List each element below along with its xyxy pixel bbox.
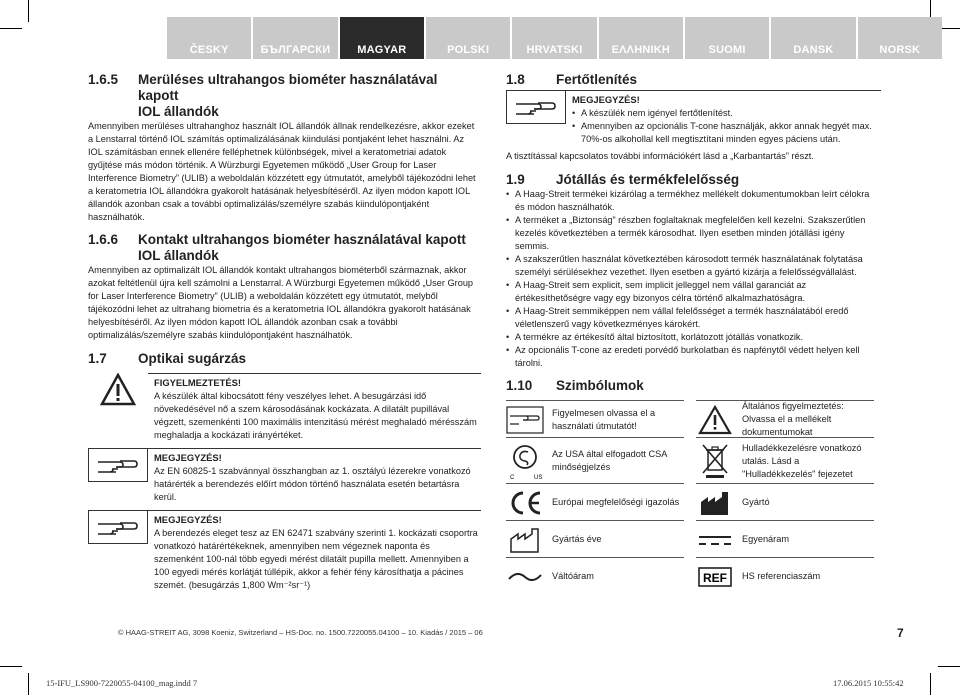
warning-text: A készülék által kibocsátott fény veszélyes lehet. A besugárzási idő növekedésével nő a szem károsodásának kockázata. A dilatált pupillával végzett, szemenkénti 100 maximális intenzitású mérést meghaladó mérésszám meghaladja a kockázati irányértéket. [154, 391, 477, 440]
section-title: IOL állandók [138, 248, 219, 263]
section-title: IOL állandók [138, 104, 219, 119]
symbol-label: Gyártás éve [552, 534, 602, 544]
section-1-8-heading [506, 72, 881, 88]
symbol-entry [696, 520, 874, 555]
tab-cesky[interactable]: ČESKY [167, 17, 251, 59]
note-bullet: • Amennyiben az opcionális T-cone használják, akkor annak hegyét max. 70%-os alkohollal kell megtisztítani minden egyes páciens után. [572, 120, 881, 146]
section-number: 1.7 [88, 351, 107, 366]
symbol-label: Általános figyelmeztetés: Olvassa el a mellékelt dokumentumokat [742, 401, 844, 437]
section-1-6-5-heading-line2 [88, 104, 481, 120]
symbol-label: Hulladékkezelésre vonatkozó utalás. Lásd a "Hulladékkezelés" fejezetet [742, 442, 862, 479]
tab-suomi[interactable]: SUOMI [685, 17, 769, 59]
dc-icon [696, 525, 734, 555]
mfg-date-icon [506, 525, 544, 555]
crop-mark [938, 666, 960, 667]
pointing-hand-icon [506, 90, 566, 124]
crop-mark [0, 666, 22, 667]
right-column [506, 72, 881, 592]
symbol-entry [506, 520, 684, 555]
weee-bin-icon [696, 441, 734, 481]
list-item: • A terméket a „Biztonság” részben foglaltaknak megfelelően kell kezelni. Szakszerűtlen kezelés következtében a termék károsodhat. Ilyen esetben minden jótállási igény semmis. [506, 214, 881, 253]
section-title: Szimbólumok [556, 378, 644, 393]
symbol-entry [506, 557, 684, 592]
crop-mark [930, 673, 931, 695]
language-tabs [167, 17, 942, 59]
factory-icon [696, 488, 734, 518]
pointing-hand-icon [88, 510, 148, 544]
symbol-label: Az USA által elfogadott CSA minőségjelzés [552, 449, 667, 472]
warning-icon [696, 405, 734, 435]
symbol-label: HS referenciaszám [742, 571, 821, 581]
section-number: 1.6.6 [88, 232, 119, 247]
section-number: 1.9 [506, 172, 525, 187]
note-title: MEGJEGYZÉS! [154, 514, 222, 525]
symbol-entry [696, 483, 874, 518]
paragraph: Amennyiben az optimalizált IOL állandók kontakt ultrahangos biométerből származnak, akkor azokat feltétlenül újra kell számolni a Lenstarral. A Würzburgi Egyetemen működő „User Group for Laser Interference Biometry” (ULIB) a weboldalán közzétett egy útmutatót, melyből tájékozódni lehet az ultrahang biometria és a keratometria IOL állandókra gyakorolt hatásának helyesbítéséről. Az ilyen módon kapott IOL állandók azonban csak a további optimalizálás/személyre szabás kiindulópontjaként használhatók. [88, 265, 474, 340]
list-item: • A Haag-Streit semmiképpen nem vállal felelősséget a termék használatából eredő véletlenszerű vagy következményes károkért. [506, 305, 881, 331]
csa-us-label: US [534, 475, 543, 481]
symbol-label: Egyenáram [742, 534, 789, 544]
csa-c-label: C [510, 475, 515, 481]
section-1-7-heading [88, 351, 481, 367]
section-1-10-heading [506, 378, 881, 394]
section-1-9-heading [506, 172, 881, 188]
note-title: MEGJEGYZÉS! [572, 94, 640, 105]
crop-mark [28, 673, 29, 695]
warning-icon [88, 373, 148, 442]
symbol-label: Európai megfelelőségi igazolás [552, 497, 680, 507]
tab-hrvatski[interactable]: HRVATSKI [512, 17, 596, 59]
pointing-hand-icon [88, 448, 148, 482]
note-text: A berendezés eleget tesz az EN 62471 szabvány szerinti 1. kockázati csoportra vonatkozó határértékeknek, amennyiben nem végeznek naponta és szemenként 100-nál több egyedi mérést dilatált pupilla mellett. Amennyiben a 100 egyedi mérés korlátját túllépik, akkor a fehér fény károsíthatja a pácines szemét. (besugárzás 1,800 Wm⁻²sr⁻¹) [154, 528, 478, 590]
tab-bulgarian[interactable]: БЪЛГАРСКИ [253, 17, 337, 59]
tab-polski[interactable]: POLSKI [426, 17, 510, 59]
copyright-footer: © HAAG-STREIT AG, 3098 Koeniz, Switzerland – HS-Doc. no. 1500.7220055.04100 – 10. Kiadás / 2015 – 06 [118, 628, 483, 637]
csa-icon [506, 441, 544, 481]
note-bullet: • A készülék nem igényel fertőtlenítést. [572, 107, 881, 120]
symbol-entry [506, 400, 684, 435]
symbol-entry [506, 437, 684, 481]
section-1-6-6-heading [88, 232, 481, 248]
crop-mark [28, 0, 29, 22]
paragraph: Amennyiben merüléses ultrahanghoz használt IOL állandók állnak rendelkezésre, akkor ezeket a Lenstarral történő IOL számítás optimalizálásának kiindulási pontjaként lehet használni. Az IOL számításban ennek ellenére felléphetnek különbségek, mivel a keratometriai adatok gyűjtése más módon történik. A Würzburgi Egyetemen működő „User Group for Laser Interference Biometry” (ULIB) a weboldalán közzétett egy útmutatót, amelyből tájékozódni lehet a keratometria IOL állandókra gyakorolt hatásának helyesbítéséről. Az ilyen módon kapott IOL állandók azonban csak a további optimalizálás/személyre szabás kiindulópontjaként használhatók. [88, 121, 476, 222]
symbol-label: Gyártó [742, 497, 770, 507]
note-box [88, 448, 481, 504]
list-item: • Az opcionális T-cone az eredeti porvédő burkolatban és napfénytől védett helyen kell tárolni. [506, 344, 881, 370]
section-title: Jótállás és termékfelelősség [556, 172, 740, 187]
list-item: • A Haag-Streit termékei kizárólag a termékhez mellékelt dokumentumokban leírt célokra és módon használhatók. [506, 188, 881, 214]
note-title: MEGJEGYZÉS! [154, 452, 222, 463]
note-text: Az EN 60825-1 szabvánnyal összhangban az 1. osztályú lézerekre vonatkozó határérték a berendezés előírt módon történő használata esetén betartásra kerül. [154, 466, 471, 502]
symbols-table [506, 400, 881, 592]
symbol-entry [506, 483, 684, 518]
slug-timestamp: 17.06.2015 10:55:42 [833, 678, 904, 688]
ref-label: REF [703, 570, 727, 585]
page-number: 7 [897, 626, 904, 640]
section-1-6-6-heading-line2 [88, 248, 481, 264]
symbol-entry [696, 437, 874, 481]
section-number: 1.8 [506, 72, 525, 87]
symbol-entry [696, 400, 874, 435]
crop-mark [0, 28, 22, 29]
left-column [88, 72, 481, 592]
warning-title: FIGYELMEZTETÉS! [154, 377, 241, 388]
paragraph: A tisztítással kapcsolatos további információkért lásd a „Karbantartás” részt. [506, 151, 814, 161]
slug-filename: 15-IFU_LS900-7220055-04100_mag.indd 7 [46, 678, 198, 688]
section-title: Merüléses ultrahangos biométer használatával kapott [138, 72, 438, 103]
ac-icon [506, 562, 544, 592]
warning-box [88, 373, 481, 442]
list-item: • A szakszerűtlen használat következtében károsodott termék használatának folytatása személyi sérülésekhez vezethet. Ilyen esetben a gyártó kizárja a felelősségvállalást. [506, 253, 881, 279]
list-item: • A termékre az értékesítő által biztosított, korlátozott jótállás vonatkozik. [506, 331, 881, 344]
section-number: 1.6.5 [88, 72, 119, 87]
manual-icon [506, 405, 544, 435]
note-box [88, 510, 481, 592]
tab-dansk[interactable]: DANSK [771, 17, 855, 59]
tab-greek[interactable]: ΕΛΛΗΝΙΚΗ [599, 17, 683, 59]
section-title: Fertőtlenítés [556, 72, 638, 87]
note-box [506, 90, 881, 146]
tab-magyar[interactable]: MAGYAR [340, 17, 424, 59]
ref-icon [696, 562, 734, 592]
section-1-6-5-heading [88, 72, 481, 104]
section-title: Kontakt ultrahangos biométer használatával kapott [138, 232, 466, 247]
ce-icon [506, 488, 544, 518]
symbol-label: Figyelmesen olvassa el a használati útmutatót! [552, 407, 656, 431]
list-item: • A Haag-Streit sem explicit, sem implicit jelleggel nem vállal garanciát az értékesíthetőségre vagy egy bizonyos célra történő alkalmazhatóságra. [506, 279, 881, 305]
tab-norsk[interactable]: NORSK [858, 17, 942, 59]
section-title: Optikai sugárzás [138, 351, 247, 366]
section-number: 1.10 [506, 378, 533, 393]
symbol-label: Váltóáram [552, 571, 594, 581]
symbol-entry [696, 557, 874, 592]
